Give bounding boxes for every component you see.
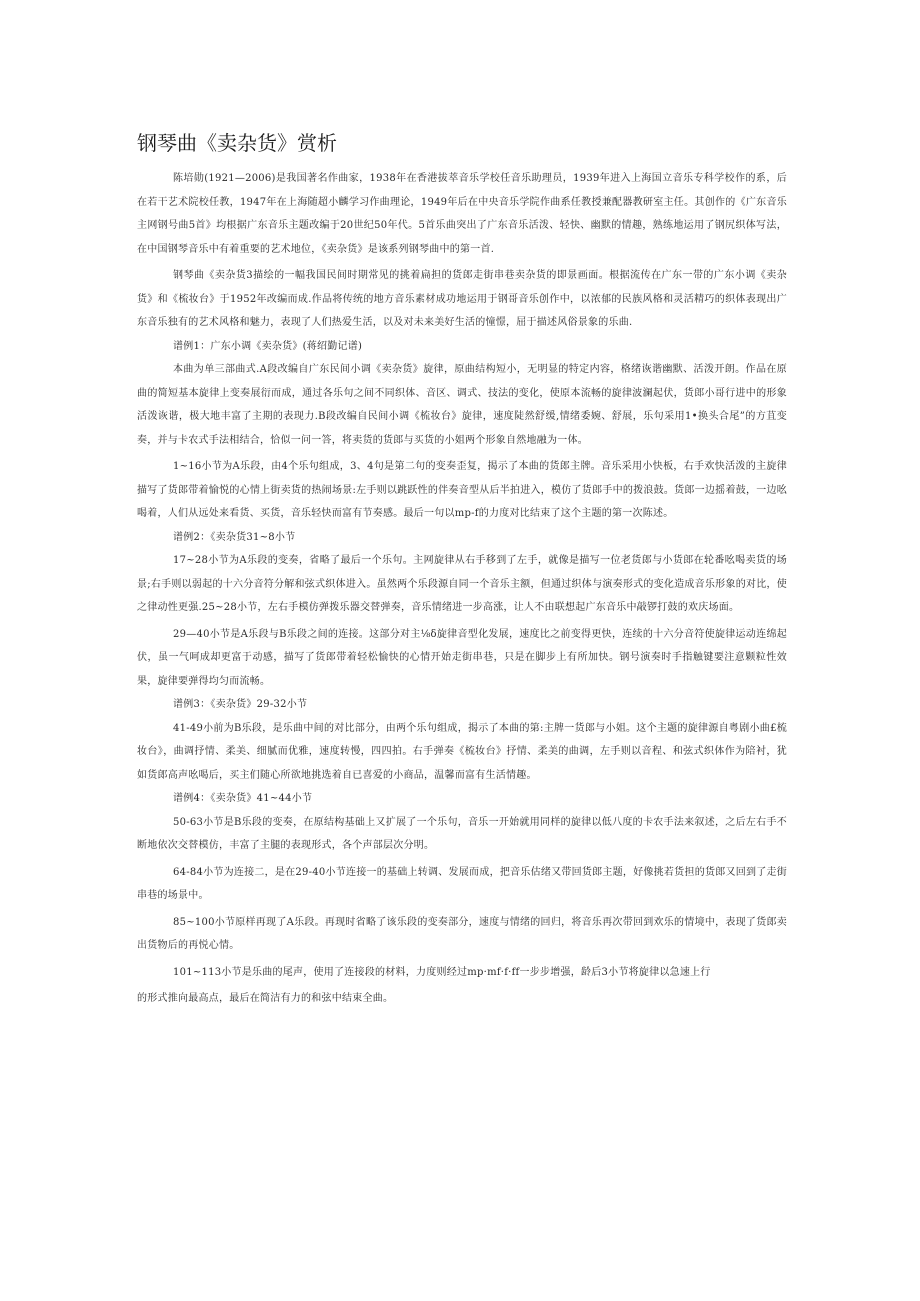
paragraph-coda: 101~113小节是乐曲的尾声，使用了连接段的材料，力度则经过mp·mf·f·ff一步步增强，龄后3小节将旋律以急速上行 (173, 966, 711, 978)
score-example-caption-4: 谱例4：《卖杂货》41~44小节 (173, 793, 313, 804)
score-example-caption-1: 谱例1：广东小调《卖杂货》(蒋绍勤记谱) (173, 340, 363, 352)
document-page (137, 130, 787, 1011)
paragraph-form-overview: 本曲为单三部曲式.A段改编自广东民间小调《卖杂货》旋律，原曲结构短小，无明显的特定内容，格绪诙谐幽默、活泼开朗。作品在原曲的简短基本旋律上变奏展衍而成，通过各乐句之间不同织体、音区、调式、技法的变化，使原本流畅的旋律波澜起伏，货郎小哥行进中的形象活泼诙谐，极大地丰富了主期的表现力.B段改编自民间小调《梳妆台》旋律，速度陡然舒缓,情绪委婉、舒展，乐句采用1•换头合尾”的方苴变奏，并与卡农式手法相结合，恰似一问一答，将卖货的货郎与买货的小姐两个形象自然地融为一体。 (137, 364, 787, 446)
paragraph-section-a: 1~16小节为A乐段，由4个乐句组成，3、4句是第二句的变奏歪复，揭示了本曲的货郎主牌。音乐采用小快板，右手欢快活泼的主旋律描写了货郎带着愉悦的心情上街卖货的热闹场景:左手则以跳跃性的伴奏音型从后半拍进入，模仿了货郎手中的拨浪鼓。货郎一边摇着鼓，一边吆喝着，人们从远处来看货、买货，音乐轻快而富有节奏感。最后一句以mp-f的力度对比结束了这个主题的第一次陈述。 (137, 461, 787, 519)
paragraph-bridge: 29—40小节是A乐段与B乐段之间的连接。这部分对主⅛δ旋律音型化发展，速度比之前变得更快，连续的十六分音符使旋律运动连绵起伏，虽一气呵成却更富于动感，描写了货郎带着轻松愉快的心情开始走街串巷，只是在脚步上有所加快。钢号演奏时手指触键要注意颗粒性效果，旋律要弹得均匀而流畅。 (137, 628, 787, 687)
paragraph-section-a-variation: 17~28小节为A乐段的变奏，省略了最后一个乐句。主网旋律从右手移到了左手，就像是描写一位老货郎与小货郎在轮番吆喝卖货的场景;右手则以弱起的十六分音符分解和弦式织体进入。虽然两个乐段源自同一个音乐主额，但通过织体与演奏形式的变化造成音乐形象的对比，使之律动性更强.25~28小节，左右手模仿弹拨乐器交替弹奏，音乐情绪进一步高涨，让人不由联想起广东音乐中敲锣打鼓的欢庆场面。 (137, 555, 787, 613)
paragraph-piece-description: 钢琴曲《卖杂货3描绘的一幅我国民间时期常见的挑着扁担的货郎走街串巷卖杂货的即景画面。根据流传在广东一带的广东小调《卖杂货》和《梳妆台》于1952年改编而成.作品将传统的地方音乐素材成功地运用于钢哥音乐创作中，以浓郁的民族风格和灵活精巧的织体表现出广东音乐独有的艺术风格和魅力，表现了人们热爱生活，以及对未来美好生活的憧憬，屈于描述风俗景象的乐曲. (137, 270, 787, 328)
paragraph-section-b: 41-49小前为B乐段，是乐曲中间的对比部分，由两个乐句组成，揭示了本曲的第:主牌一货郎与小姐。这个主题的旋律源自粤剧小曲£梳妆台》，曲调抒情、柔美、细腻而优雅，速度转慢，四四拍。右手弹奏《梳妆台》抒情、柔美的曲调，左手则以音程、和弦式织体作为陪衬，犹如货郎高声吆喝后，买主们随心所欲地挑选着自已喜爱的小商品，温馨而富有生活情趣。 (137, 722, 787, 781)
score-example-caption-2: 谱例2：《卖杂货31~8小节 (173, 531, 296, 543)
paragraph-composer-bio: 陈培勋(1921—2006)是我国著名作曲家，1938年在香港拔萃音乐学校任音乐助理员，1939年进入上海国立音乐专科学校作的系，后在若干艺术院校任教，1947年在上海随超小麟学习作曲理论，1949年后在中央音乐学院作曲系任教授兼配器教研室主任。其创作的《广东音乐主网钢号曲5首》均根据广东音乐主题改编于20世纪50年代。5首乐曲突出了广东音乐活泼、轻快、幽默的情趣，熟练地运用了钢尻织体写法，在中国钢琴音乐中有着重要的艺术地位，《卖杂货》是该系列钢琴曲中的第一首. (137, 173, 787, 255)
paragraph-coda-end: 的形式推向最高点，最后在简洁有力的和弦中结束全曲。 (137, 993, 394, 1004)
score-example-caption-3: 谱例3：《卖杂货》29-32小节 (173, 699, 308, 710)
paragraph-bridge-two: 64-84小节为连接二，是在29-40小节连接一的基础上转调、发展而成，把音乐估绪又带回货郎主题，好像挑若货担的货郎又回到了走街串巷的场景中。 (137, 866, 787, 901)
paragraph-recapitulation: 85~100小节原样再现了A乐段。再现时省略了该乐段的变奏部分，速度与情绪的回归，将音乐再次带回到欢乐的情境中，表现了货郎卖出货物后的再悦心情。 (137, 916, 787, 951)
paragraph-section-b-variation: 50-63小节是B乐段的变奏，在原结构基础上又扩展了一个乐句，音乐一开始就用同样的旋律以低八度的卡农手法来叙述，之后左右手不断地依次交替模仿，丰富了主腿的表现形式，各个声部层次分明。 (137, 816, 787, 851)
document-title: 钢琴曲《卖杂货》赏析 (137, 131, 337, 155)
